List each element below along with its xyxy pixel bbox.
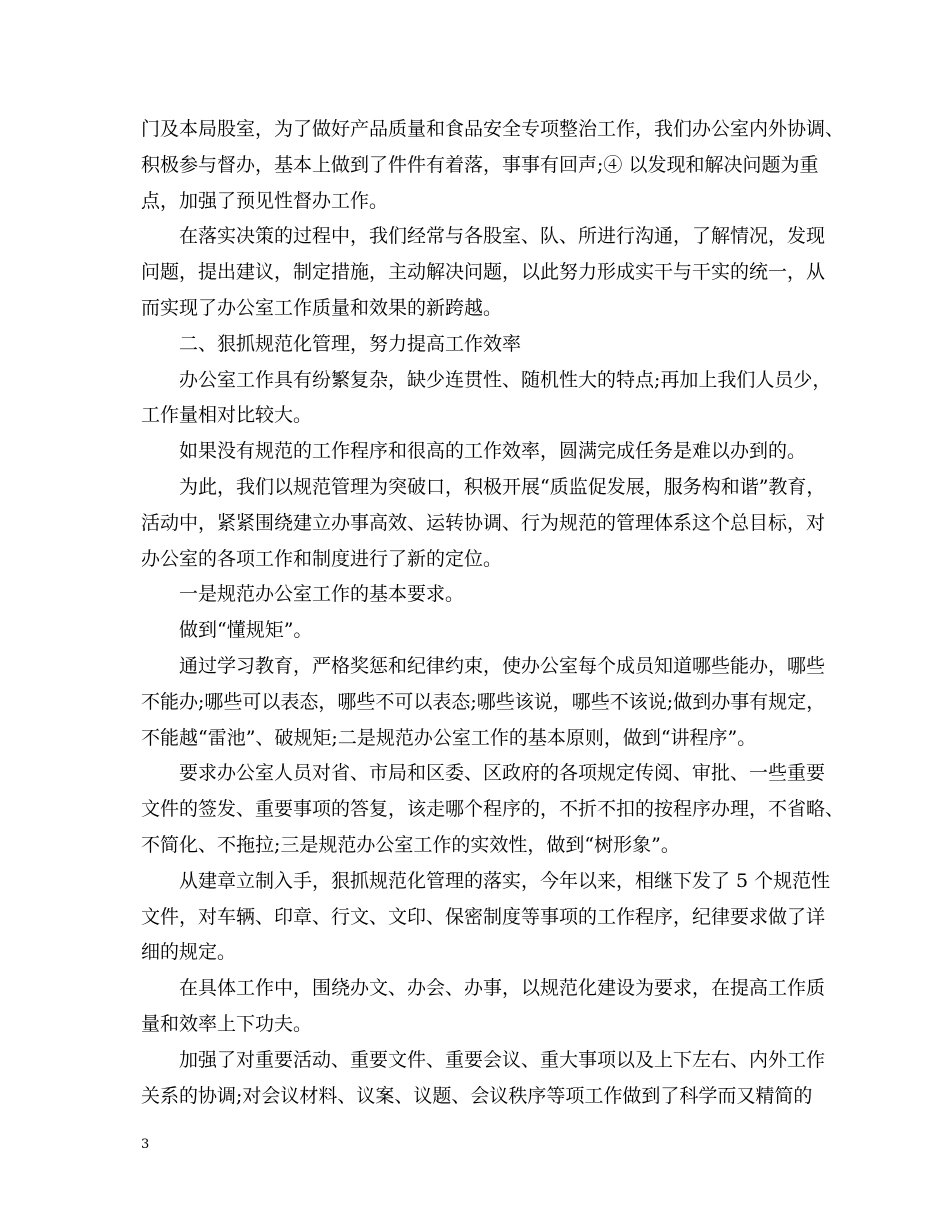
text-line: 如果没有规范的工作程序和很高的工作效率，圆满完成任务是难以办到的。 — [141, 440, 807, 463]
text-line: 门及本局股室，为了做好产品质量和食品安全专项整治工作，我们办公室内外协调、 — [141, 118, 845, 140]
text-line: 二、狠抓规范化管理，努力提高工作效率 — [141, 332, 522, 355]
text-line: 通过学习教育，严格奖惩和纪律约束，使办公室每个成员知道哪些能办，哪些 — [141, 654, 826, 677]
text-line: 量和效率上下功夫。 — [141, 1012, 313, 1035]
text-line: 办公室工作具有纷繁复杂，缺少连贯性、随机性大的特点;再加上我们人员少， — [141, 368, 832, 391]
text-line: 为此，我们以规范管理为突破口，积极开展“质监促发展，服务构和谐”教育， — [141, 475, 826, 498]
text-line: 一是规范办公室工作的基本要求。 — [141, 583, 465, 606]
text-line: 文件的签发、重要事项的答复，该走哪个程序的，不折不扣的按程序办理，不省略、 — [141, 798, 845, 821]
text-line: 文件，对车辆、印章、行文、文印、保密制度等事项的工作程序，纪律要求做了详 — [141, 905, 826, 928]
text-line: 从建章立制入手，狠抓规范化管理的落实，今年以来，相继下发了 5 个规范性 — [141, 869, 831, 892]
page-number: 3 — [141, 1137, 150, 1152]
text-line: 关系的协调;对会议材料、议案、议题、会议秩序等项工作做到了科学而又精简的 — [141, 1084, 813, 1107]
text-line: 点，加强了预见性督办工作。 — [141, 189, 389, 212]
text-line: 而实现了办公室工作质量和效果的新跨越。 — [141, 296, 503, 319]
text-line: 在具体工作中，围绕办文、办会、办事，以规范化建设为要求，在提高工作质 — [141, 977, 826, 1000]
text-line: 不能越“雷池”、破规矩;二是规范办公室工作的基本原则，做到“讲程序”。 — [141, 726, 757, 749]
text-line: 细的规定。 — [141, 941, 237, 964]
text-line: 工作量相对比较大。 — [141, 404, 313, 427]
text-line: 办公室的各项工作和制度进行了新的定位。 — [141, 547, 503, 570]
text-line: 积极参与督办，基本上做到了件件有着落，事事有回声;④ 以发现和解决问题为重 — [141, 153, 819, 176]
text-line: 不能办;哪些可以表态，哪些不可以表态;哪些该说，哪些不该说;做到办事有规定， — [141, 690, 826, 713]
body-text — [141, 112, 845, 1114]
text-line: 活动中，紧紧围绕建立办事高效、运转协调、行为规范的管理体系这个总目标，对 — [141, 511, 826, 534]
text-line: 问题，提出建议，制定措施，主动解决问题，以此努力形成实干与干实的统一，从 — [141, 261, 826, 284]
text-line: 在落实决策的过程中，我们经常与各股室、队、所进行沟通，了解情况，发现 — [141, 225, 826, 248]
text-line: 不简化、不拖拉;三是规范办公室工作的实效性，做到“树形象”。 — [141, 833, 680, 856]
text-line: 要求办公室人员对省、市局和区委、区政府的各项规定传阅、审批、一些重要 — [141, 762, 826, 785]
text-line: 加强了对重要活动、重要文件、重要会议、重大事项以及上下左右、内外工作 — [141, 1048, 826, 1071]
text-line: 做到“懂规矩”。 — [141, 619, 313, 642]
